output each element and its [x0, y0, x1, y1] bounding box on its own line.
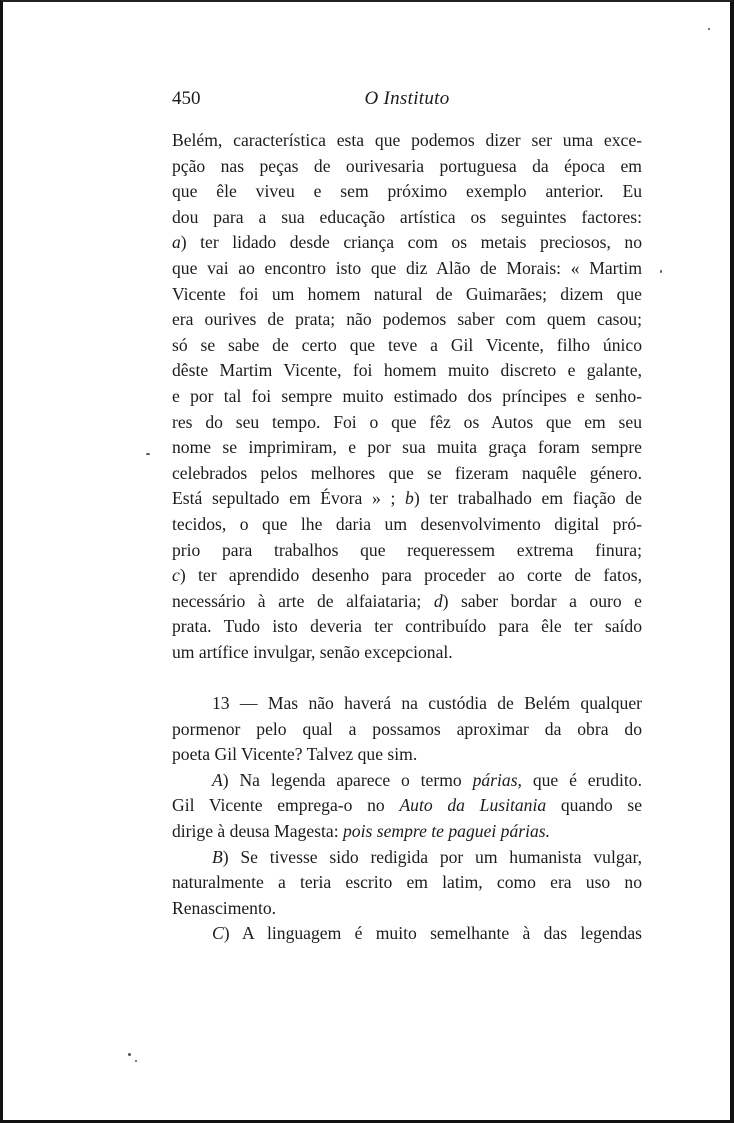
- work-title: Auto da Lusitania: [399, 795, 547, 816]
- text-line: Está sepultado em Évora » ; b) ter trabalhado em fiação de: [172, 488, 642, 509]
- text-line: C) A linguagem é muito semelhante à das legendas: [212, 923, 642, 944]
- text-line: Renascimento.: [172, 897, 277, 918]
- enum-letter: C: [212, 923, 224, 944]
- quotation: pois sempre te paguei párias.: [343, 821, 551, 842]
- enum-letter: B: [212, 846, 223, 867]
- enum-letter: A: [212, 769, 223, 790]
- text-line: um artífice invulgar, senão excepcional.: [172, 641, 453, 662]
- text-line: prio para trabalhos que requeressem extrema finura;: [172, 539, 642, 560]
- text-line: res do seu tempo. Foi o que fêz os Autos que em seu: [172, 411, 642, 432]
- text-line: pormenor pelo qual a possamos aproximar da obra do: [172, 718, 642, 739]
- text-line: Gil Vicente emprega-o no Auto da Lusitania quando se: [172, 795, 643, 816]
- text-line: dêste Martim Vicente, foi homem muito discreto e galante,: [172, 360, 642, 381]
- text-line: Belém, característica esta que podemos dizer ser uma exce-: [172, 130, 642, 150]
- text-line: dou para a sua educação artística os seguintes factores:: [172, 206, 642, 227]
- enum-letter: a: [172, 232, 181, 253]
- text-line: B) Se tivesse sido redigida por um humanista vulgar,: [212, 846, 642, 867]
- text-line: tecidos, o que lhe daria um desenvolvimento digital pró-: [172, 513, 642, 534]
- text-line: A) Na legenda aparece o termo párias, que é erudito.: [212, 769, 642, 790]
- text-line: que vai ao encontro isto que diz Alão de Morais: « Martim: [172, 257, 642, 278]
- text-line: Vicente foi um homem natural de Guimarães; dizem que: [172, 283, 642, 304]
- running-head: [172, 88, 642, 112]
- scan-speck: [660, 270, 662, 273]
- text-line: pção nas peças de ourivesaria portuguesa da época em: [172, 155, 642, 176]
- text-line: era ourives de prata; não podemos saber com quem casou;: [172, 309, 642, 330]
- text-line: c) ter aprendido desenho para proceder ao corte de fatos,: [172, 565, 642, 586]
- text-line: só se sabe de certo que teve a Gil Vicente, filho único: [172, 334, 642, 355]
- text-line: prata. Tudo isto deveria ter contribuído para êle ter saído: [172, 616, 642, 637]
- text-line: que êle viveu e sem próximo exemplo anterior. Eu: [172, 181, 642, 202]
- text-line: dirige à deusa Magesta: pois sempre te paguei párias.: [172, 821, 551, 842]
- enum-letter: c: [172, 565, 180, 586]
- article-text: [172, 128, 642, 947]
- text-line: a) ter lidado desde criança com os metais preciosos, no: [172, 232, 642, 253]
- page-number: 450: [172, 88, 201, 109]
- text-line: naturalmente a teria escrito em latim, como era uso no: [172, 872, 642, 893]
- journal-title: O Instituto: [364, 88, 450, 109]
- scan-speck: [135, 1060, 137, 1062]
- scan-speck: [708, 28, 710, 30]
- text-line: nome se imprimiram, e por sua muita graça foram sempre: [172, 437, 642, 458]
- text-line: celebrados pelos melhores que se fizeram naquêle género.: [172, 462, 642, 483]
- italic-term: párias,: [472, 769, 522, 790]
- text-line: 13 — Mas não haverá na custódia de Belém qualquer: [212, 693, 642, 714]
- scan-speck: [128, 1053, 131, 1056]
- enum-letter: b: [405, 488, 414, 509]
- text-line: poeta Gil Vicente? Talvez que sim.: [172, 744, 418, 765]
- scan-speck: [146, 453, 150, 455]
- text-line: e por tal foi sempre muito estimado dos príncipes e senho-: [172, 385, 642, 406]
- enum-letter: d: [433, 590, 443, 611]
- text-line: necessário à arte de alfaiataria; d) saber bordar a ouro e: [172, 590, 642, 611]
